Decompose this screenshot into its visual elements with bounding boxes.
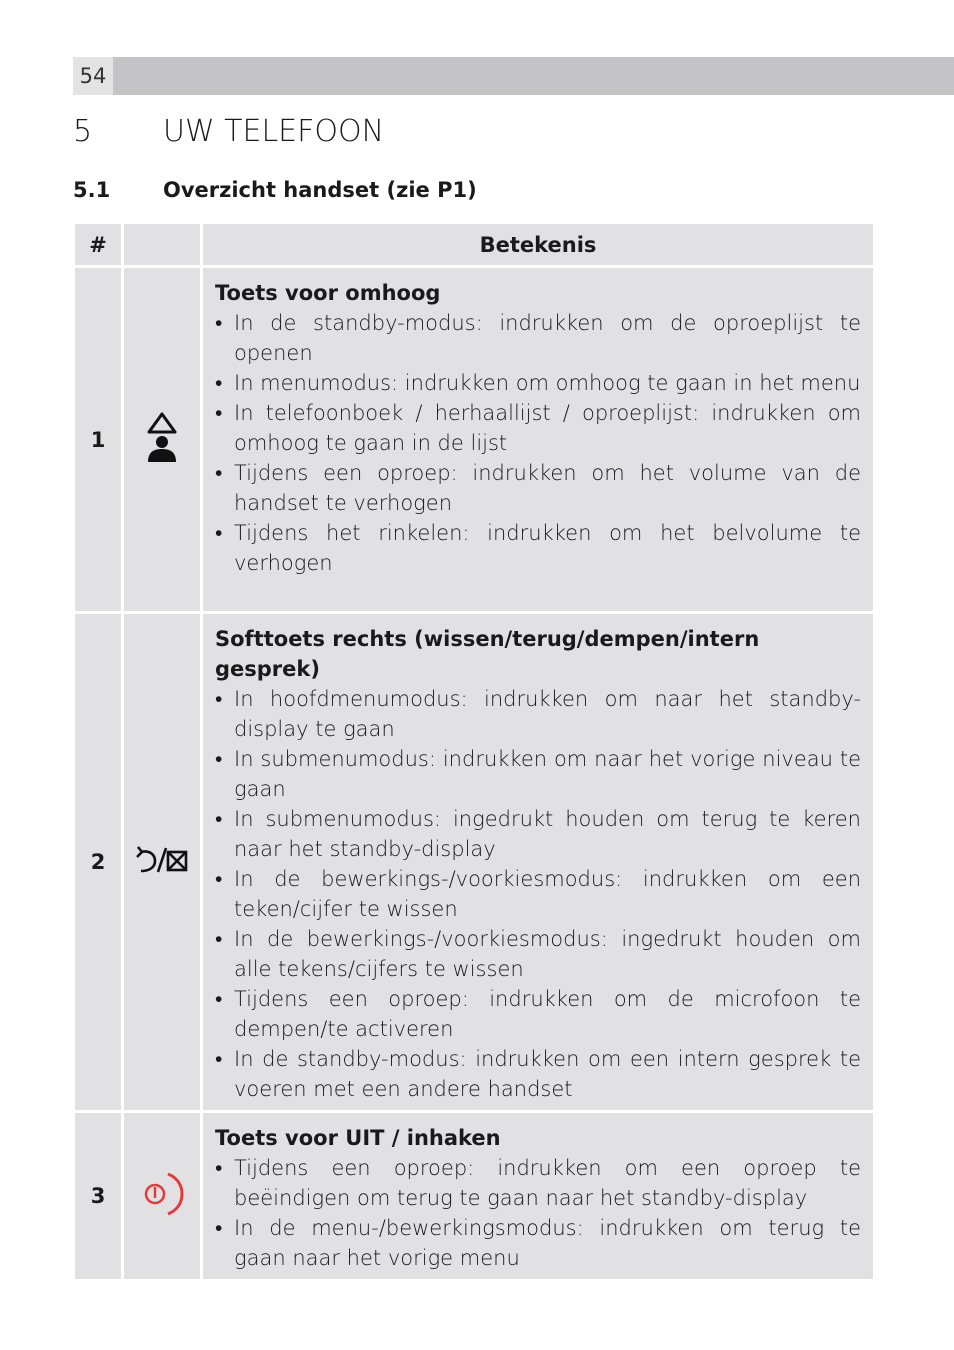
list-item: • In menumodus: indrukken om omhoog te gaan in het menu xyxy=(215,368,861,398)
row-number: 1 xyxy=(75,268,121,611)
back-mute-icon xyxy=(135,846,189,878)
list-item: • In submenumodus: indrukken om naar het vorige niveau te gaan xyxy=(215,744,861,804)
list-item: • In telefoonboek / herhaallijst / oproeplijst: indrukken om omhoog te gaan in de lijst xyxy=(215,398,861,458)
list-item: • Tijdens een oproep: indrukken om het volume van de handset te verhogen xyxy=(215,458,861,518)
bullet-list xyxy=(215,1153,861,1273)
list-item: • In submenumodus: ingedrukt houden om terug te keren naar het standby-display xyxy=(215,804,861,864)
row-number: 2 xyxy=(75,614,121,1110)
table-header-row xyxy=(75,224,873,265)
up-contacts-icon xyxy=(145,412,179,468)
header-meaning: Betekenis xyxy=(203,224,873,265)
list-item: • Tijdens een oproep: indrukken om een oproep te beëindigen om terug te gaan naar het standby-display xyxy=(215,1153,861,1213)
list-item: • In hoofdmenumodus: indrukken om naar het standby-display te gaan xyxy=(215,684,861,744)
row-title: Toets voor omhoog xyxy=(215,281,441,305)
row-description xyxy=(203,1113,873,1279)
list-item: • In de standby-modus: indrukken om een intern gesprek te voeren met een andere handset xyxy=(215,1044,861,1104)
row-title: Toets voor UIT / inhaken xyxy=(215,1126,501,1150)
handset-overview-table xyxy=(72,221,876,1282)
row-title: Softtoets rechts (wissen/terug/dempen/intern gesprek) xyxy=(215,627,760,681)
list-item: • In de bewerkings-/voorkiesmodus: ingedrukt houden om alle tekens/cijfers te wissen xyxy=(215,924,861,984)
page-number: 54 xyxy=(73,57,113,95)
row-icon-cell xyxy=(124,614,200,1110)
table-row xyxy=(75,268,873,611)
chapter-number: 5 xyxy=(73,114,93,149)
list-item: • In de menu-/bewerkingsmodus: indrukken om terug te gaan naar het vorige menu xyxy=(215,1213,861,1273)
section-title: Overzicht handset (zie P1) xyxy=(163,178,477,202)
row-description xyxy=(203,614,873,1110)
list-item: • Tijdens een oproep: indrukken om de microfoon te dempen/te activeren xyxy=(215,984,861,1044)
table-row xyxy=(75,1113,873,1279)
bullet-list xyxy=(215,684,861,1104)
list-item: • In de standby-modus: indrukken om de oproeplijst te openen xyxy=(215,308,861,368)
list-item: • In de bewerkings-/voorkiesmodus: indrukken om een teken/cijfer te wissen xyxy=(215,864,861,924)
header-num: # xyxy=(75,224,121,265)
page-header-bar xyxy=(73,57,954,95)
row-icon-cell xyxy=(124,268,200,611)
header-band xyxy=(113,57,954,95)
chapter-title: UW TELEFOON xyxy=(163,114,385,149)
header-icon xyxy=(124,224,200,265)
list-item: • Tijdens het rinkelen: indrukken om het belvolume te verhogen xyxy=(215,518,861,578)
row-icon-cell xyxy=(124,1113,200,1279)
table-row xyxy=(75,614,873,1110)
row-description xyxy=(203,268,873,611)
bullet-list xyxy=(215,308,861,578)
section-number: 5.1 xyxy=(73,178,111,202)
end-call-power-icon xyxy=(138,1170,186,1222)
row-number: 3 xyxy=(75,1113,121,1279)
